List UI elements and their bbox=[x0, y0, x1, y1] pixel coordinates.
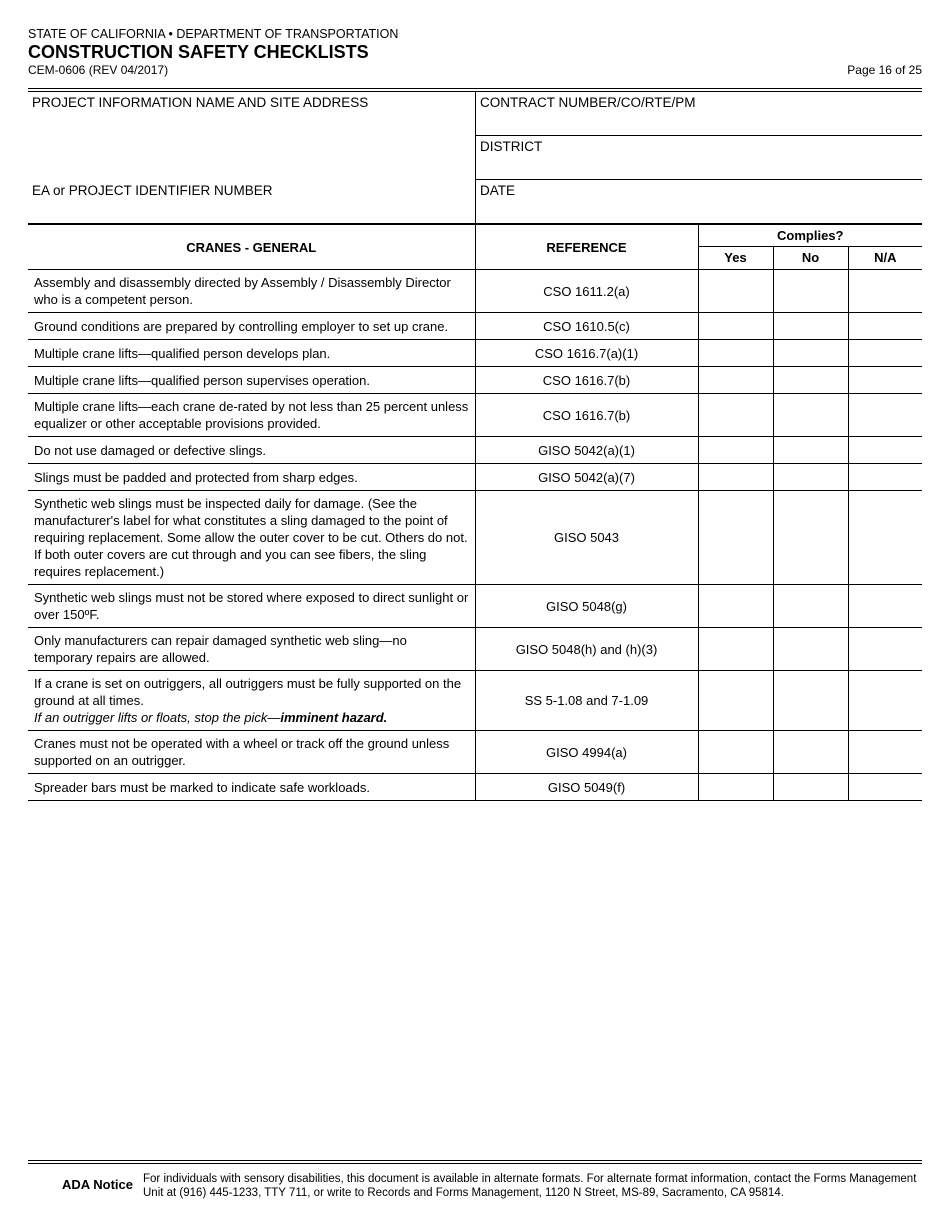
district-label: DISTRICT bbox=[480, 139, 543, 154]
complies-no-cell[interactable] bbox=[773, 671, 848, 731]
section-title: CRANES - GENERAL bbox=[28, 224, 475, 270]
page-number: Page 16 of 25 bbox=[847, 63, 922, 77]
reference-cell: GISO 5042(a)(1) bbox=[475, 437, 698, 464]
reference-cell: GISO 5049(f) bbox=[475, 774, 698, 801]
form-header bbox=[28, 27, 922, 77]
requirement-text bbox=[28, 270, 475, 313]
footer-rule bbox=[28, 1160, 922, 1164]
complies-yes-cell[interactable] bbox=[698, 270, 773, 313]
project-name-site-field[interactable] bbox=[28, 92, 476, 180]
ada-notice-label: ADA Notice bbox=[61, 1177, 133, 1192]
complies-na-cell[interactable] bbox=[848, 628, 922, 671]
reference-cell: SS 5-1.08 and 7-1.09 bbox=[475, 671, 698, 731]
requirement-text bbox=[28, 394, 475, 437]
footer bbox=[28, 1160, 922, 1200]
requirement-label: Cranes must not be operated with a wheel or track off the ground unless supported on an outrigger. bbox=[34, 736, 450, 768]
complies-na-cell[interactable] bbox=[848, 491, 922, 585]
checklist-row bbox=[28, 585, 922, 628]
checklist-row bbox=[28, 313, 922, 340]
requirement-text bbox=[28, 731, 475, 774]
complies-no-cell[interactable] bbox=[773, 491, 848, 585]
complies-yes-cell[interactable] bbox=[698, 464, 773, 491]
reference-cell: CSO 1616.7(b) bbox=[475, 367, 698, 394]
complies-yes-cell[interactable] bbox=[698, 731, 773, 774]
ea-identifier-field[interactable] bbox=[28, 180, 476, 224]
hazard-warning bbox=[34, 709, 469, 726]
district-field[interactable] bbox=[476, 136, 923, 180]
checklist-row bbox=[28, 367, 922, 394]
complies-yes-cell[interactable] bbox=[698, 367, 773, 394]
complies-na-cell[interactable] bbox=[848, 270, 922, 313]
ea-identifier-label: EA or PROJECT IDENTIFIER NUMBER bbox=[32, 182, 273, 198]
project-name-site-label: PROJECT INFORMATION NAME AND SITE ADDRESS bbox=[32, 95, 369, 110]
requirement-text bbox=[28, 367, 475, 394]
ada-notice-text: For individuals with sensory disabilities, this document is available in alternate formats. For alternate format information, contact the Forms Management Unit at (916) 445-1233, TTY 711, or write to Records and Forms Management, 1120 N Street, MS-89, Sacramento, CA 95814. bbox=[143, 1173, 917, 1199]
complies-no-cell[interactable] bbox=[773, 313, 848, 340]
complies-yes-cell[interactable] bbox=[698, 491, 773, 585]
complies-na-cell[interactable] bbox=[848, 394, 922, 437]
checklist-row bbox=[28, 628, 922, 671]
date-field[interactable] bbox=[476, 180, 923, 224]
checklist-row bbox=[28, 731, 922, 774]
checklist-row bbox=[28, 270, 922, 313]
hazard-warning-emphasis: imminent hazard. bbox=[280, 710, 388, 725]
checklist-row bbox=[28, 774, 922, 801]
complies-na-cell[interactable] bbox=[848, 731, 922, 774]
requirement-label: If a crane is set on outriggers, all outriggers must be fully supported on the ground at all times. bbox=[34, 676, 462, 708]
complies-no-cell[interactable] bbox=[773, 367, 848, 394]
checklist-row bbox=[28, 437, 922, 464]
complies-yes-cell[interactable] bbox=[698, 671, 773, 731]
form-sheet bbox=[28, 88, 922, 801]
requirement-text bbox=[28, 437, 475, 464]
checklist-row bbox=[28, 394, 922, 437]
complies-no-cell[interactable] bbox=[773, 340, 848, 367]
requirement-text bbox=[28, 671, 475, 731]
complies-na-cell[interactable] bbox=[848, 340, 922, 367]
reference-cell: GISO 5042(a)(7) bbox=[475, 464, 698, 491]
complies-yes-cell[interactable] bbox=[698, 313, 773, 340]
complies-yes-cell[interactable] bbox=[698, 585, 773, 628]
reference-cell: CSO 1616.7(b) bbox=[475, 394, 698, 437]
requirement-label: Ground conditions are prepared by controlling employer to set up crane. bbox=[34, 318, 449, 334]
complies-na-cell[interactable] bbox=[848, 464, 922, 491]
checklist-row bbox=[28, 340, 922, 367]
project-info-table bbox=[28, 92, 922, 223]
checklist-row bbox=[28, 464, 922, 491]
complies-na-cell[interactable] bbox=[848, 774, 922, 801]
requirement-label: Slings must be padded and protected from sharp edges. bbox=[34, 469, 358, 485]
requirement-label: Multiple crane lifts—qualified person develops plan. bbox=[34, 345, 331, 361]
requirement-text bbox=[28, 628, 475, 671]
requirement-text bbox=[28, 464, 475, 491]
requirement-text bbox=[28, 340, 475, 367]
checklist-row bbox=[28, 671, 922, 731]
reference-cell: GISO 5048(h) and (h)(3) bbox=[475, 628, 698, 671]
requirement-label: Assembly and disassembly directed by Assembly / Disassembly Director who is a competent person. bbox=[34, 275, 451, 307]
reference-header: REFERENCE bbox=[475, 224, 698, 270]
yes-header: Yes bbox=[698, 246, 773, 269]
form-title: CONSTRUCTION SAFETY CHECKLISTS bbox=[28, 42, 369, 62]
checklist-body bbox=[28, 270, 922, 801]
complies-no-cell[interactable] bbox=[773, 774, 848, 801]
checklist-row bbox=[28, 491, 922, 585]
reference-cell: CSO 1611.2(a) bbox=[475, 270, 698, 313]
requirement-label: Multiple crane lifts—each crane de-rated by not less than 25 percent unless equalizer or other acceptable provisions provided. bbox=[34, 399, 469, 431]
contract-number-label: CONTRACT NUMBER/CO/RTE/PM bbox=[480, 95, 696, 110]
requirement-label: Spreader bars must be marked to indicate safe workloads. bbox=[34, 779, 371, 795]
na-header: N/A bbox=[848, 246, 922, 269]
complies-na-cell[interactable] bbox=[848, 671, 922, 731]
agency-name: STATE OF CALIFORNIA • DEPARTMENT OF TRANSPORTATION bbox=[28, 27, 399, 41]
hazard-warning-text: If an outrigger lifts or floats, stop the pick— bbox=[34, 710, 281, 725]
requirement-label: Do not use damaged or defective slings. bbox=[34, 442, 266, 458]
date-label: DATE bbox=[480, 183, 516, 198]
requirement-label: Multiple crane lifts—qualified person supervises operation. bbox=[34, 372, 371, 388]
contract-number-field[interactable] bbox=[476, 92, 923, 136]
reference-cell: GISO 5043 bbox=[475, 491, 698, 585]
complies-yes-cell[interactable] bbox=[698, 628, 773, 671]
complies-no-cell[interactable] bbox=[773, 270, 848, 313]
requirement-text bbox=[28, 774, 475, 801]
requirement-text bbox=[28, 491, 475, 585]
complies-na-cell[interactable] bbox=[848, 313, 922, 340]
complies-no-cell[interactable] bbox=[773, 628, 848, 671]
reference-cell: GISO 4994(a) bbox=[475, 731, 698, 774]
complies-yes-cell[interactable] bbox=[698, 437, 773, 464]
complies-na-cell[interactable] bbox=[848, 585, 922, 628]
requirement-label: Synthetic web slings must not be stored where exposed to direct sunlight or over 150ºF. bbox=[34, 590, 469, 622]
complies-yes-cell[interactable] bbox=[698, 774, 773, 801]
complies-no-cell[interactable] bbox=[773, 437, 848, 464]
requirement-label: Only manufacturers can repair damaged synthetic web sling—no temporary repairs are allowed. bbox=[34, 633, 407, 665]
reference-cell: CSO 1616.7(a)(1) bbox=[475, 340, 698, 367]
complies-yes-cell[interactable] bbox=[698, 394, 773, 437]
requirement-label: Synthetic web slings must be inspected daily for damage. (See the manufacturer's label for what constitutes a sling damaged to the point of requiring replacement. Some allow the outer cover to be cut. Others do not. If both outer covers are cut through and you can see fibers, the sling requires replacement.) bbox=[34, 496, 468, 579]
requirement-text bbox=[28, 313, 475, 340]
reference-cell: CSO 1610.5(c) bbox=[475, 313, 698, 340]
complies-no-cell[interactable] bbox=[773, 731, 848, 774]
complies-na-cell[interactable] bbox=[848, 367, 922, 394]
complies-na-cell[interactable] bbox=[848, 437, 922, 464]
reference-cell: GISO 5048(g) bbox=[475, 585, 698, 628]
complies-no-cell[interactable] bbox=[773, 394, 848, 437]
complies-header: Complies? bbox=[698, 224, 922, 246]
requirement-text bbox=[28, 585, 475, 628]
complies-no-cell[interactable] bbox=[773, 585, 848, 628]
complies-yes-cell[interactable] bbox=[698, 340, 773, 367]
no-header: No bbox=[773, 246, 848, 269]
checklist-table bbox=[28, 223, 922, 801]
form-number: CEM-0606 (REV 04/2017) bbox=[28, 63, 169, 77]
complies-no-cell[interactable] bbox=[773, 464, 848, 491]
